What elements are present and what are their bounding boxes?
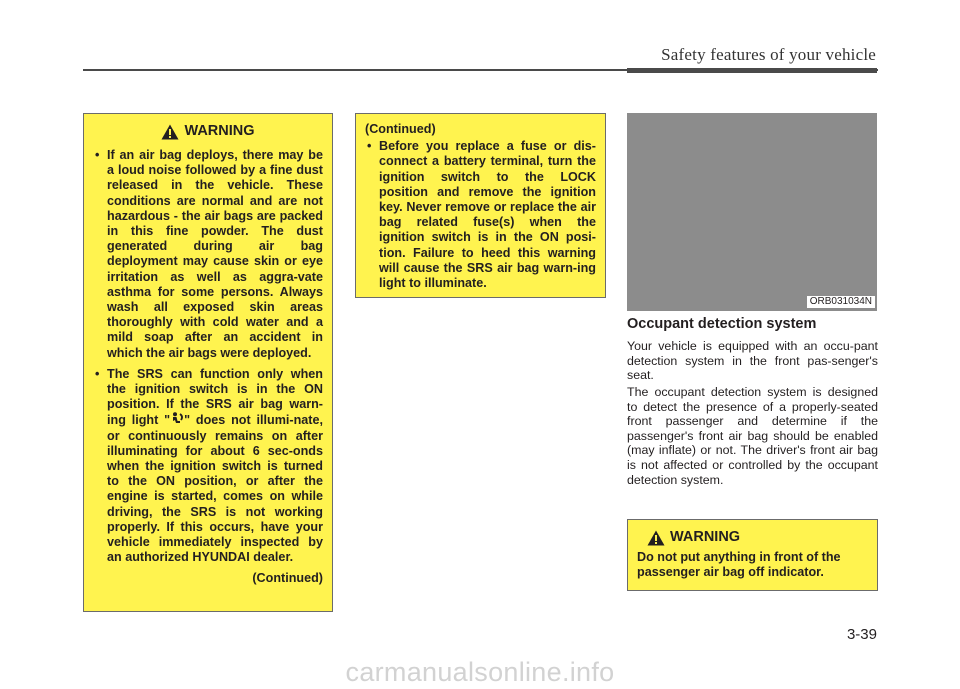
warning-box-middle [355,113,606,298]
section-paragraph-2: The occupant detection system is designed to detect the presence of a properly-seated front passenger and determine if the passenger's front air bag should be enabled (may inflate) or not. The driver's front air bag is not affected or controlled by the occupant detection system. [627,385,878,487]
warning-bullet-fuse: • Before you replace a fuse or dis-connect a battery terminal, turn the ignition switch to the LOCK position and remove the ignition key. Never remove or replace the air bag related fuse(s) when the ignition switch is in the ON posi-tion. Failure to heed this warning will cause the SRS air bag warn-ing light to illuminate. [365,139,596,291]
watermark-text: carmanualsonline.info [345,657,615,687]
airbag-warning-light-icon [170,412,184,426]
warning-bullet-list-middle [365,139,596,291]
warning-bullet-list-left [93,148,323,565]
photo-code-label: ORB031034N [807,296,875,308]
warning-box-right [627,519,878,591]
occupant-detection-photo [627,113,877,311]
warning-heading-right [637,528,868,548]
section-paragraph-1: Your vehicle is equipped with an occu-pant detection system in the front pas-senger's seat. [627,339,878,383]
warning-heading-text: WARNING [184,123,255,140]
warning-bullet-airbag-noise: • If an air bag deploys, there may be a loud noise followed by a fine dust released in the vehicle. These conditions are normal and are not hazardous - the air bags are packed in this fine powder. The dust generated during air bag deployment may cause skin or eye irritation as well as aggra-vate asthma for some persons. Always wash all exposed skin areas thoroughly with cold water and a mild soap after an accident in which the air bags were deployed. [93,148,323,361]
bullet-text-before-icon: The SRS can function only when the ignition switch is in the ON position. If the SRS air bag warn-ing light " [107,366,323,428]
section-title: Occupant detection system [627,316,817,332]
warning-box-left [83,113,333,612]
bullet-text-after-icon: " does not illumi-nate, or continuously remains on after illuminating for about 6 sec-onds when the ignition switch is turned to the ON position, or after the engine is started, comes on while driving, the SRS is not working properly. If this occurs, have your vehicle immediately inspected by an authorized HYUNDAI dealer. [107,413,323,565]
header-rule-accent [627,68,877,73]
warning-triangle-icon [161,124,179,140]
continued-label-middle: (Continued) [365,122,436,136]
warning-bullet-srs-function [93,367,323,566]
warning-text-right: Do not put anything in front of the passenger air bag off indicator. [637,550,841,580]
warning-heading-text: WARNING [670,529,741,546]
warning-triangle-icon [647,530,665,546]
page-header-title: Safety features of your vehicle [661,45,876,64]
page-number: 3-39 [846,626,877,643]
warning-heading-left [93,122,323,142]
continued-label-left: (Continued) [252,571,323,586]
